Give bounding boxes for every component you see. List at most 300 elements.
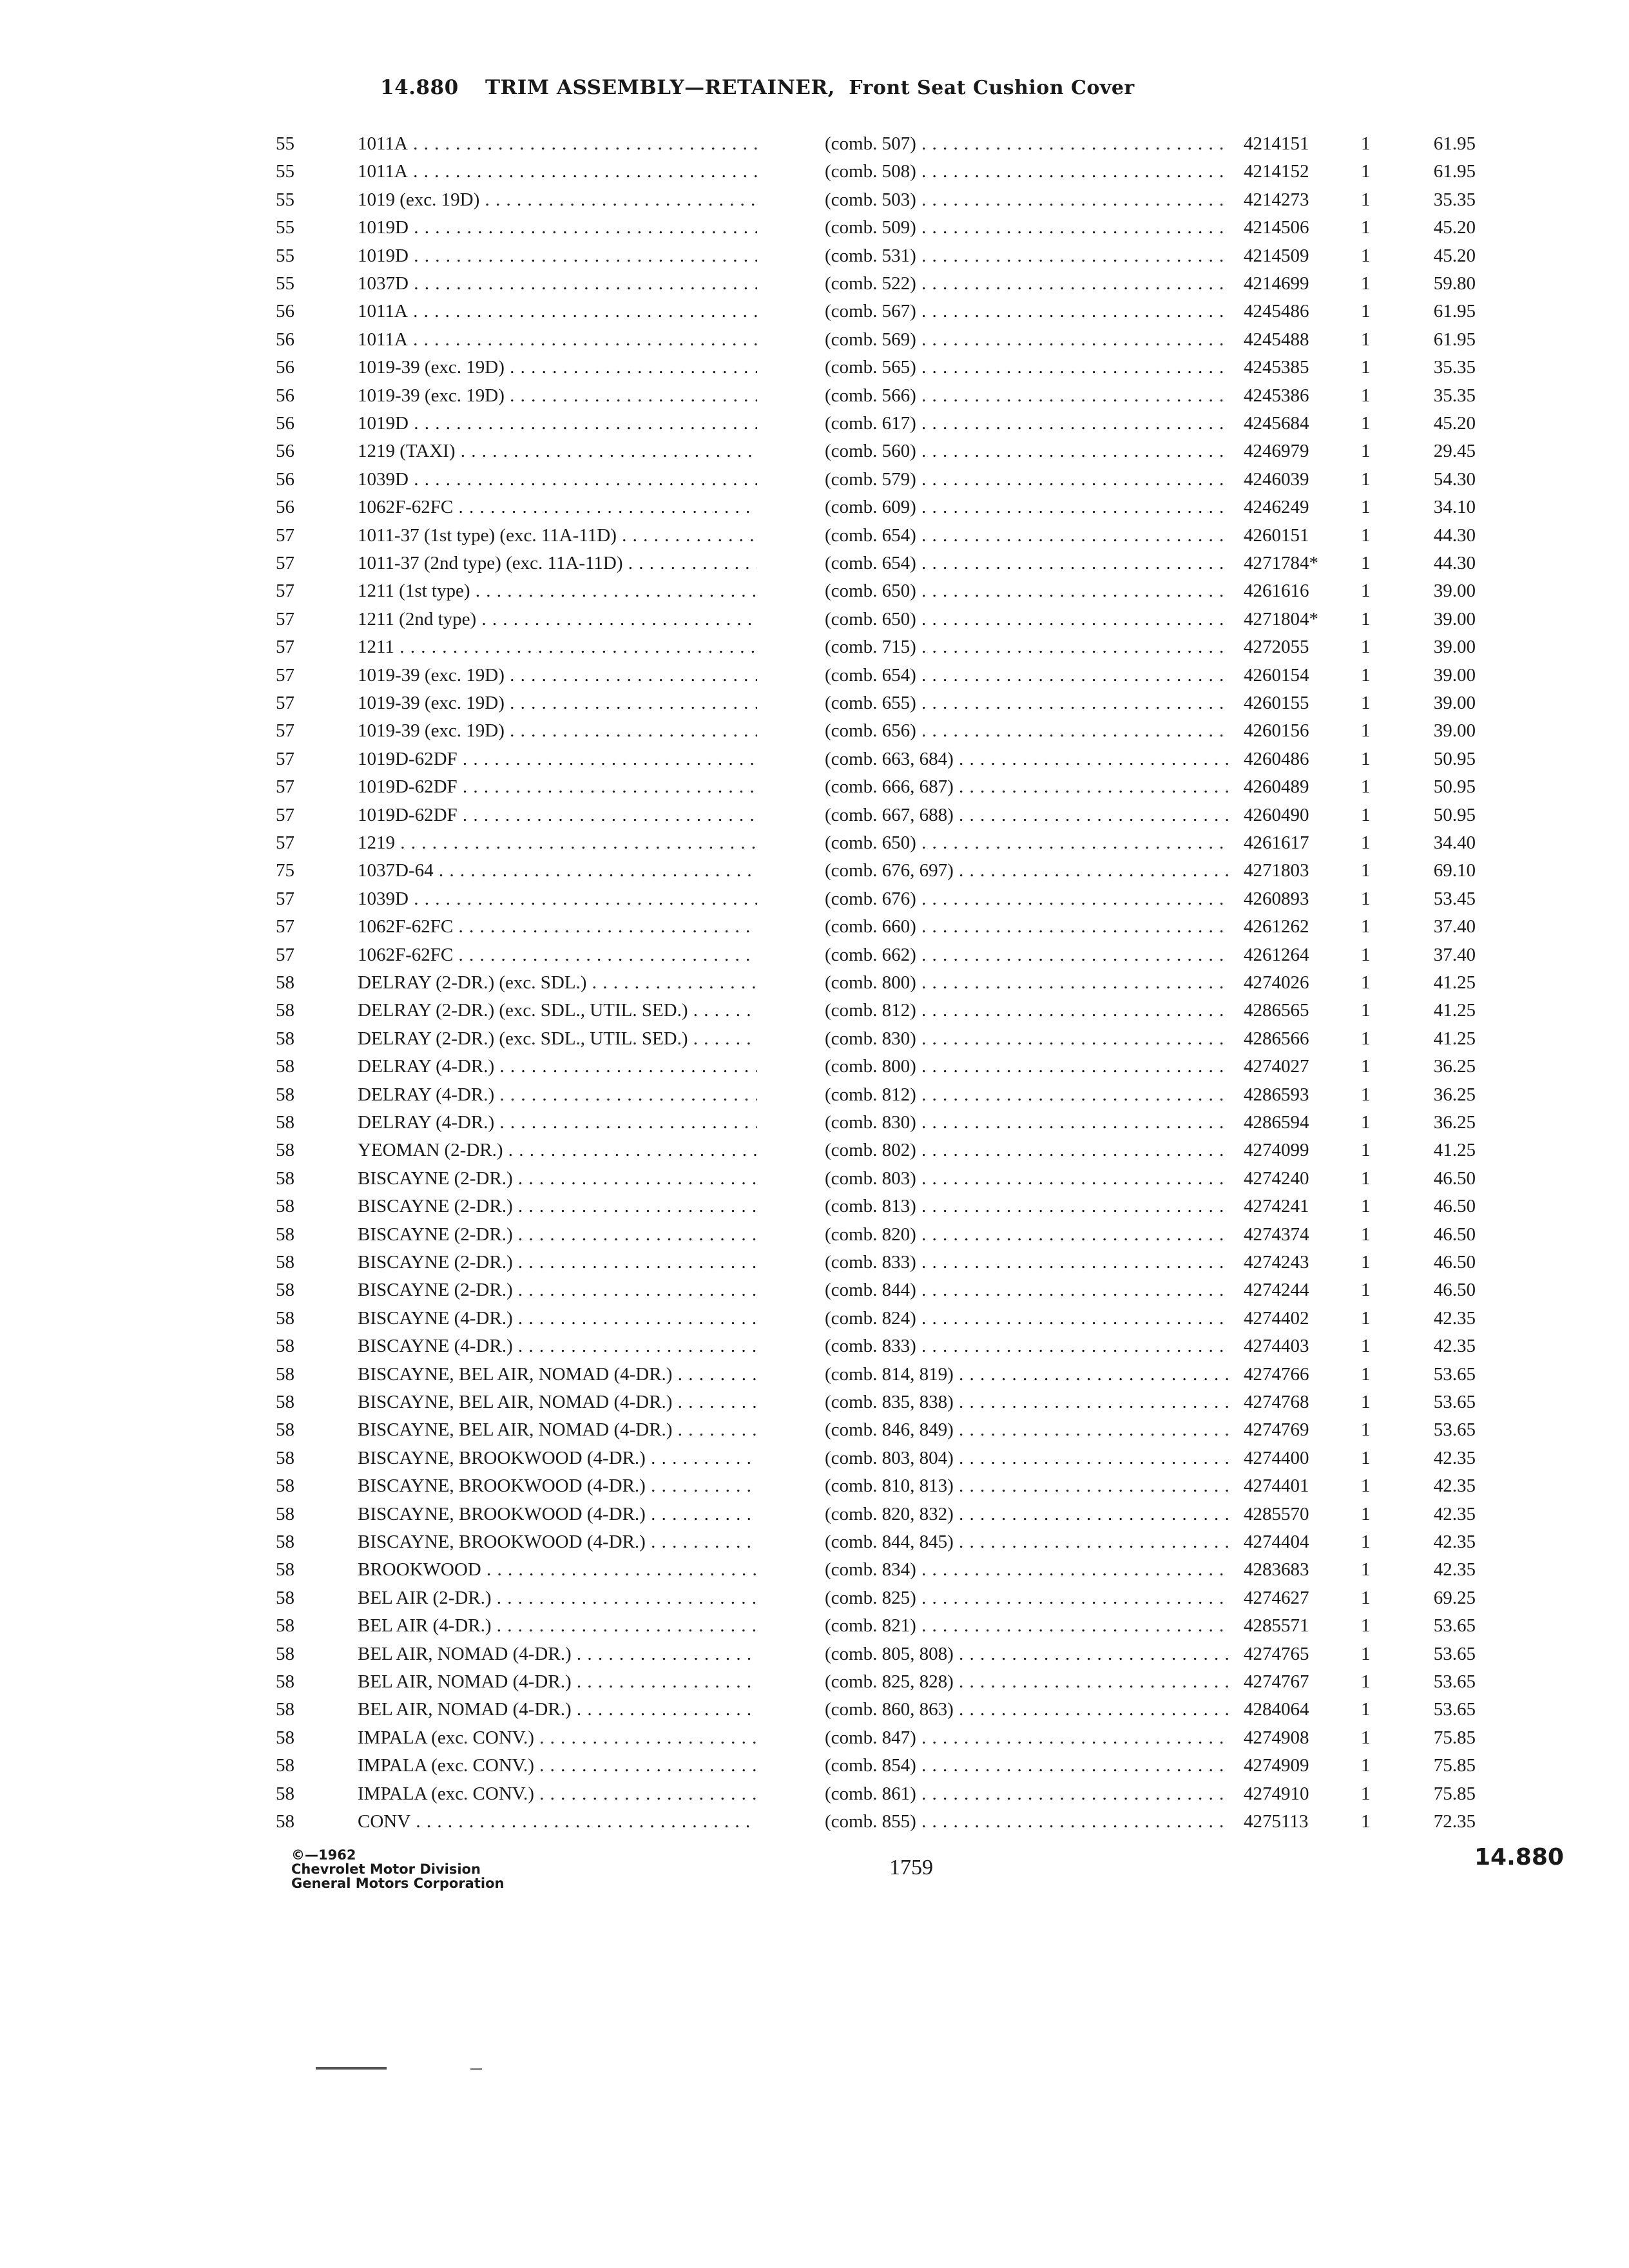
cell-comb: (comb. 579) . . .: [825, 466, 1231, 493]
cell-price: 59.80: [1433, 273, 1476, 294]
table-row: [0, 130, 1629, 157]
cell-comb: (comb. 805, 808) . . .: [825, 1640, 1231, 1667]
cell-yr: 57: [276, 916, 294, 937]
cell-qty: 1: [1361, 217, 1371, 238]
cell-part: 4275113: [1244, 1811, 1309, 1832]
cell-model: 1062F-62FC . . .: [358, 913, 757, 940]
cell-yr: 57: [276, 720, 294, 742]
cell-price: 42.35: [1433, 1307, 1476, 1329]
cell-yr: 58: [276, 1419, 294, 1441]
cell-comb: (comb. 509) . . .: [825, 214, 1231, 241]
cell-qty: 1: [1361, 972, 1371, 993]
cell-price: 41.25: [1433, 1000, 1476, 1021]
cell-yr: 57: [276, 748, 294, 769]
cell-price: 46.50: [1433, 1196, 1476, 1217]
cell-model: 1039D . . .: [358, 466, 757, 493]
cell-model: IMPALA (exc. CONV.) . . .: [358, 1724, 757, 1751]
cell-comb: (comb. 855) . . .: [825, 1808, 1231, 1835]
cell-model: 1211 (1st type) . . .: [358, 577, 757, 604]
cell-qty: 1: [1361, 468, 1371, 490]
cell-comb: (comb. 834) . . .: [825, 1556, 1231, 1583]
cell-comb: (comb. 824) . . .: [825, 1305, 1231, 1332]
cell-qty: 1: [1361, 1447, 1371, 1468]
cell-yr: 56: [276, 301, 294, 322]
table-row: [0, 689, 1629, 716]
cell-price: 50.95: [1433, 776, 1476, 798]
cell-comb: (comb. 803) . . .: [825, 1165, 1231, 1192]
page-number: 1759: [889, 1856, 933, 1879]
cell-model: BEL AIR (4-DR.) . . .: [358, 1612, 757, 1639]
cell-comb: (comb. 531) . . .: [825, 242, 1231, 269]
cell-comb: (comb. 814, 819) . . .: [825, 1361, 1231, 1388]
cell-comb: (comb. 803, 804) . . .: [825, 1445, 1231, 1472]
cell-qty: 1: [1361, 161, 1371, 182]
heading-label: TRIM ASSEMBLY—RETAINER,: [485, 76, 835, 99]
cell-yr: 58: [276, 1587, 294, 1608]
table-row: [0, 270, 1629, 297]
table-row: [0, 857, 1629, 884]
table-row: [0, 437, 1629, 465]
cell-part: 4214151: [1244, 133, 1309, 154]
cell-part: 4260155: [1244, 693, 1309, 713]
table-row: [0, 1472, 1629, 1499]
cell-comb: (comb. 503) . . .: [825, 186, 1231, 213]
cell-qty: 1: [1361, 497, 1371, 518]
cell-part: 4274403: [1244, 1336, 1309, 1357]
cell-price: 44.30: [1433, 524, 1476, 546]
cell-price: 54.30: [1433, 468, 1476, 490]
cell-qty: 1: [1361, 776, 1371, 798]
cell-yr: 55: [276, 161, 294, 182]
cell-part: 4284064: [1244, 1699, 1309, 1720]
cell-price: 41.25: [1433, 972, 1476, 993]
cell-price: 45.20: [1433, 245, 1476, 266]
cell-model: BISCAYNE (2-DR.) . . .: [358, 1249, 757, 1276]
cell-part: 4274909: [1244, 1755, 1309, 1776]
cell-model: BROOKWOOD . . .: [358, 1556, 757, 1583]
cell-price: 36.25: [1433, 1112, 1476, 1133]
cell-price: 35.35: [1433, 189, 1476, 210]
cell-comb: (comb. 812) . . .: [825, 1081, 1231, 1108]
cell-model: 1019 (exc. 19D) . . .: [358, 186, 757, 213]
table-row: [0, 214, 1629, 241]
cell-yr: 57: [276, 581, 294, 602]
cell-part: 4285571: [1244, 1615, 1309, 1637]
cell-yr: 57: [276, 553, 294, 573]
cell-model: BISCAYNE, BEL AIR, NOMAD (4-DR.) . . .: [358, 1361, 757, 1388]
cell-part: 4274768: [1244, 1392, 1309, 1412]
table-row: [0, 577, 1629, 604]
cell-price: 42.35: [1433, 1447, 1476, 1468]
cell-qty: 1: [1361, 1392, 1371, 1412]
cell-part: 4286566: [1244, 1028, 1309, 1049]
cell-yr: 58: [276, 1112, 294, 1133]
cell-part: 4274769: [1244, 1419, 1309, 1441]
cell-price: 44.30: [1433, 553, 1476, 573]
cell-qty: 1: [1361, 524, 1371, 546]
cell-model: BISCAYNE (2-DR.) . . .: [358, 1165, 757, 1192]
scan-smudge: [470, 2068, 482, 2070]
cell-model: 1037D-64 . . .: [358, 857, 757, 884]
table-row: [0, 158, 1629, 185]
cell-comb: (comb. 812) . . .: [825, 997, 1231, 1024]
cell-model: 1219 (TAXI) . . .: [358, 437, 757, 465]
cell-price: 69.10: [1433, 860, 1476, 881]
copyright-block: [291, 1848, 504, 1890]
cell-yr: 57: [276, 776, 294, 798]
cell-price: 53.65: [1433, 1643, 1476, 1664]
cell-comb: (comb. 508) . . .: [825, 158, 1231, 185]
table-row: [0, 1276, 1629, 1303]
cell-qty: 1: [1361, 1280, 1371, 1301]
cell-model: BISCAYNE, BROOKWOOD (4-DR.) . . .: [358, 1501, 757, 1528]
cell-comb: (comb. 820, 832) . . .: [825, 1501, 1231, 1528]
cell-qty: 1: [1361, 273, 1371, 294]
table-row: [0, 1361, 1629, 1388]
cell-qty: 1: [1361, 860, 1371, 881]
cell-comb: (comb. 800) . . .: [825, 969, 1231, 996]
cell-yr: 55: [276, 245, 294, 266]
cell-model: 1211 . . .: [358, 633, 757, 660]
cell-model: BISCAYNE (4-DR.) . . .: [358, 1332, 757, 1360]
cell-comb: (comb. 522) . . .: [825, 270, 1231, 297]
cell-model: 1019-39 (exc. 19D) . . .: [358, 382, 757, 409]
cell-yr: 57: [276, 637, 294, 658]
cell-model: 1011-37 (2nd type) (exc. 11A-11D) . . .: [358, 550, 757, 577]
cell-model: 1019-39 (exc. 19D) . . .: [358, 354, 757, 381]
table-row: [0, 1668, 1629, 1695]
cell-part: 4274240: [1244, 1168, 1309, 1189]
table-row: [0, 1445, 1629, 1472]
cell-qty: 1: [1361, 1587, 1371, 1608]
table-row: [0, 941, 1629, 968]
table-row: [0, 1556, 1629, 1583]
cell-model: 1011-37 (1st type) (exc. 11A-11D) . . .: [358, 522, 757, 549]
cell-model: BISCAYNE (2-DR.) . . .: [358, 1221, 757, 1248]
cell-part: 4274374: [1244, 1224, 1309, 1245]
cell-model: YEOMAN (2-DR.) . . .: [358, 1137, 757, 1164]
cell-part: 4261262: [1244, 916, 1309, 937]
cell-yr: 58: [276, 1252, 294, 1273]
cell-price: 61.95: [1433, 161, 1476, 182]
cell-model: BISCAYNE (2-DR.) . . .: [358, 1193, 757, 1220]
cell-yr: 55: [276, 133, 294, 154]
cell-qty: 1: [1361, 1755, 1371, 1776]
cell-qty: 1: [1361, 1084, 1371, 1105]
cell-comb: (comb. 825, 828) . . .: [825, 1668, 1231, 1695]
cell-part: 4214699: [1244, 273, 1309, 294]
cell-comb: (comb. 507) . . .: [825, 130, 1231, 157]
section-number: 14.880: [1474, 1844, 1564, 1870]
cell-yr: 58: [276, 1392, 294, 1412]
table-row: [0, 1221, 1629, 1248]
cell-comb: (comb. 676, 697) . . .: [825, 857, 1231, 884]
cell-part: 4214152: [1244, 161, 1309, 182]
cell-comb: (comb. 560) . . .: [825, 437, 1231, 465]
cell-price: 39.00: [1433, 608, 1476, 629]
cell-qty: 1: [1361, 329, 1371, 350]
cell-part: 4274243: [1244, 1252, 1309, 1273]
cell-model: 1211 (2nd type) . . .: [358, 606, 757, 633]
cell-model: DELRAY (4-DR.) . . .: [358, 1053, 757, 1080]
cell-model: 1019-39 (exc. 19D) . . .: [358, 689, 757, 716]
cell-price: 45.20: [1433, 413, 1476, 434]
table-row: [0, 662, 1629, 689]
table-row: [0, 1053, 1629, 1080]
cell-model: BISCAYNE, BROOKWOOD (4-DR.) . . .: [358, 1528, 757, 1555]
table-row: [0, 522, 1629, 549]
cell-qty: 1: [1361, 385, 1371, 406]
cell-yr: 58: [276, 972, 294, 993]
cell-qty: 1: [1361, 1475, 1371, 1497]
cell-price: 39.00: [1433, 720, 1476, 742]
cell-comb: (comb. 860, 863) . . .: [825, 1696, 1231, 1723]
cell-part: 4260490: [1244, 804, 1309, 825]
cell-price: 42.35: [1433, 1336, 1476, 1357]
table-row: [0, 633, 1629, 660]
cell-part: 4274908: [1244, 1727, 1309, 1748]
cell-qty: 1: [1361, 1224, 1371, 1245]
cell-comb: (comb. 655) . . .: [825, 689, 1231, 716]
cell-price: 36.25: [1433, 1056, 1476, 1077]
table-row: [0, 829, 1629, 856]
cell-yr: 58: [276, 1783, 294, 1804]
cell-comb: (comb. 715) . . .: [825, 633, 1231, 660]
cell-yr: 57: [276, 944, 294, 965]
cell-price: 53.65: [1433, 1419, 1476, 1441]
cell-qty: 1: [1361, 357, 1371, 378]
cell-price: 39.00: [1433, 637, 1476, 658]
cell-comb: (comb. 854) . . .: [825, 1752, 1231, 1779]
cell-part: 4274765: [1244, 1643, 1309, 1664]
cell-part: 4271784*: [1244, 553, 1318, 573]
table-row: [0, 1780, 1629, 1807]
cell-yr: 58: [276, 1056, 294, 1077]
cell-yr: 57: [276, 888, 294, 909]
cell-yr: 58: [276, 1280, 294, 1301]
cell-comb: (comb. 802) . . .: [825, 1137, 1231, 1164]
cell-part: 4274910: [1244, 1783, 1309, 1804]
cell-yr: 56: [276, 468, 294, 490]
table-row: [0, 745, 1629, 773]
cell-yr: 56: [276, 441, 294, 462]
cell-price: 29.45: [1433, 441, 1476, 462]
cell-qty: 1: [1361, 1112, 1371, 1133]
cell-model: DELRAY (2-DR.) (exc. SDL., UTIL. SED.) . . .: [358, 1025, 757, 1052]
cell-yr: 56: [276, 497, 294, 518]
table-row: [0, 1137, 1629, 1164]
cell-comb: (comb. 650) . . .: [825, 829, 1231, 856]
cell-qty: 1: [1361, 1252, 1371, 1273]
table-row: [0, 1612, 1629, 1639]
cell-qty: 1: [1361, 189, 1371, 210]
cell-qty: 1: [1361, 581, 1371, 602]
table-row: [0, 997, 1629, 1024]
cell-price: 46.50: [1433, 1280, 1476, 1301]
copyright-line: ©—1962: [291, 1847, 356, 1863]
cell-yr: 57: [276, 664, 294, 686]
cell-yr: 58: [276, 1363, 294, 1385]
page-heading: [380, 76, 1135, 99]
cell-model: BISCAYNE, BEL AIR, NOMAD (4-DR.) . . .: [358, 1389, 757, 1416]
cell-comb: (comb. 654) . . .: [825, 550, 1231, 577]
cell-comb: (comb. 650) . . .: [825, 606, 1231, 633]
cell-part: 4274241: [1244, 1196, 1309, 1217]
cell-model: IMPALA (exc. CONV.) . . .: [358, 1752, 757, 1779]
cell-price: 53.65: [1433, 1615, 1476, 1637]
cell-model: BISCAYNE (2-DR.) . . .: [358, 1276, 757, 1303]
table-row: [0, 802, 1629, 829]
cell-model: BEL AIR, NOMAD (4-DR.) . . .: [358, 1696, 757, 1723]
cell-model: 1019D . . .: [358, 410, 757, 437]
cell-yr: 58: [276, 1224, 294, 1245]
cell-yr: 58: [276, 1028, 294, 1049]
cell-comb: (comb. 833) . . .: [825, 1249, 1231, 1276]
cell-yr: 56: [276, 413, 294, 434]
cell-yr: 55: [276, 273, 294, 294]
cell-qty: 1: [1361, 608, 1371, 629]
cell-part: 4260893: [1244, 888, 1309, 909]
cell-yr: 58: [276, 1447, 294, 1468]
table-row: [0, 1416, 1629, 1443]
cell-part: 4286593: [1244, 1084, 1309, 1105]
cell-part: 4274026: [1244, 972, 1309, 993]
cell-comb: (comb. 663, 684) . . .: [825, 745, 1231, 773]
cell-price: 75.85: [1433, 1755, 1476, 1776]
cell-price: 61.95: [1433, 329, 1476, 350]
table-row: [0, 1193, 1629, 1220]
cell-qty: 1: [1361, 1056, 1371, 1077]
cell-comb: (comb. 666, 687) . . .: [825, 773, 1231, 800]
cell-model: 1037D . . .: [358, 270, 757, 297]
cell-comb: (comb. 825) . . .: [825, 1584, 1231, 1611]
cell-part: 4274400: [1244, 1447, 1309, 1468]
cell-part: 4271803: [1244, 860, 1309, 881]
cell-part: 4286565: [1244, 1000, 1309, 1021]
cell-qty: 1: [1361, 441, 1371, 462]
cell-yr: 55: [276, 189, 294, 210]
cell-yr: 58: [276, 1755, 294, 1776]
cell-part: 4261616: [1244, 581, 1309, 602]
table-row: [0, 913, 1629, 940]
cell-comb: (comb. 656) . . .: [825, 717, 1231, 744]
cell-price: 53.65: [1433, 1363, 1476, 1385]
cell-model: 1011A . . .: [358, 158, 757, 185]
cell-part: 4274404: [1244, 1532, 1309, 1552]
cell-part: 4286594: [1244, 1112, 1309, 1133]
cell-model: 1011A . . .: [358, 130, 757, 157]
cell-comb: (comb. 833) . . .: [825, 1332, 1231, 1360]
cell-comb: (comb. 676) . . .: [825, 885, 1231, 912]
cell-model: BISCAYNE (4-DR.) . . .: [358, 1305, 757, 1332]
cell-price: 46.50: [1433, 1168, 1476, 1189]
cell-qty: 1: [1361, 944, 1371, 965]
cell-qty: 1: [1361, 1699, 1371, 1720]
cell-model: BEL AIR (2-DR.) . . .: [358, 1584, 757, 1611]
cell-yr: 58: [276, 1699, 294, 1720]
cell-price: 41.25: [1433, 1140, 1476, 1161]
table-row: [0, 1501, 1629, 1528]
cell-part: 4214509: [1244, 245, 1309, 266]
table-row: [0, 717, 1629, 744]
cell-model: 1062F-62FC . . .: [358, 941, 757, 968]
table-row: [0, 382, 1629, 409]
cell-comb: (comb. 609) . . .: [825, 494, 1231, 521]
cell-comb: (comb. 846, 849) . . .: [825, 1416, 1231, 1443]
cell-price: 53.45: [1433, 888, 1476, 909]
table-row: [0, 1165, 1629, 1192]
cell-qty: 1: [1361, 245, 1371, 266]
cell-price: 41.25: [1433, 1028, 1476, 1049]
table-row: [0, 969, 1629, 996]
cell-part: 4246979: [1244, 441, 1309, 462]
cell-price: 42.35: [1433, 1503, 1476, 1524]
cell-comb: (comb. 569) . . .: [825, 326, 1231, 353]
cell-price: 45.20: [1433, 217, 1476, 238]
cell-model: 1062F-62FC . . .: [358, 494, 757, 521]
cell-qty: 1: [1361, 1140, 1371, 1161]
cell-yr: 57: [276, 608, 294, 629]
cell-price: 39.00: [1433, 693, 1476, 713]
table-row: [0, 1752, 1629, 1779]
cell-qty: 1: [1361, 1503, 1371, 1524]
cell-part: 4283683: [1244, 1559, 1309, 1581]
cell-yr: 58: [276, 1336, 294, 1357]
heading-subtitle: Front Seat Cushion Cover: [849, 77, 1135, 99]
cell-yr: 58: [276, 1811, 294, 1832]
cell-comb: (comb. 861) . . .: [825, 1780, 1231, 1807]
cell-yr: 58: [276, 1000, 294, 1021]
cell-price: 61.95: [1433, 133, 1476, 154]
cell-yr: 55: [276, 217, 294, 238]
cell-yr: 75: [276, 860, 294, 881]
cell-yr: 57: [276, 693, 294, 713]
cell-qty: 1: [1361, 413, 1371, 434]
heading-code: 14.880: [380, 76, 459, 99]
cell-price: 37.40: [1433, 916, 1476, 937]
cell-comb: (comb. 835, 838) . . .: [825, 1389, 1231, 1416]
cell-part: 4260489: [1244, 776, 1309, 798]
cell-qty: 1: [1361, 1363, 1371, 1385]
cell-model: 1019D-62DF . . .: [358, 802, 757, 829]
cell-comb: (comb. 617) . . .: [825, 410, 1231, 437]
cell-qty: 1: [1361, 1168, 1371, 1189]
cell-part: 4261264: [1244, 944, 1309, 965]
cell-model: IMPALA (exc. CONV.) . . .: [358, 1780, 757, 1807]
cell-model: DELRAY (4-DR.) . . .: [358, 1109, 757, 1136]
cell-part: 4274766: [1244, 1363, 1309, 1385]
table-row: [0, 1332, 1629, 1360]
cell-part: 4274401: [1244, 1475, 1309, 1497]
cell-part: 4214273: [1244, 189, 1309, 210]
cell-part: 4272055: [1244, 637, 1309, 658]
table-row: [0, 1584, 1629, 1611]
table-row: [0, 773, 1629, 800]
cell-comb: (comb. 844, 845) . . .: [825, 1528, 1231, 1555]
cell-comb: (comb. 567) . . .: [825, 298, 1231, 325]
cell-comb: (comb. 667, 688) . . .: [825, 802, 1231, 829]
cell-price: 75.85: [1433, 1727, 1476, 1748]
cell-price: 53.65: [1433, 1699, 1476, 1720]
table-row: [0, 550, 1629, 577]
table-row: [0, 298, 1629, 325]
cell-model: 1011A . . .: [358, 326, 757, 353]
cell-comb: (comb. 844) . . .: [825, 1276, 1231, 1303]
scan-smudge: [316, 2067, 387, 2070]
cell-comb: (comb. 820) . . .: [825, 1221, 1231, 1248]
cell-qty: 1: [1361, 1811, 1371, 1832]
cell-price: 35.35: [1433, 385, 1476, 406]
